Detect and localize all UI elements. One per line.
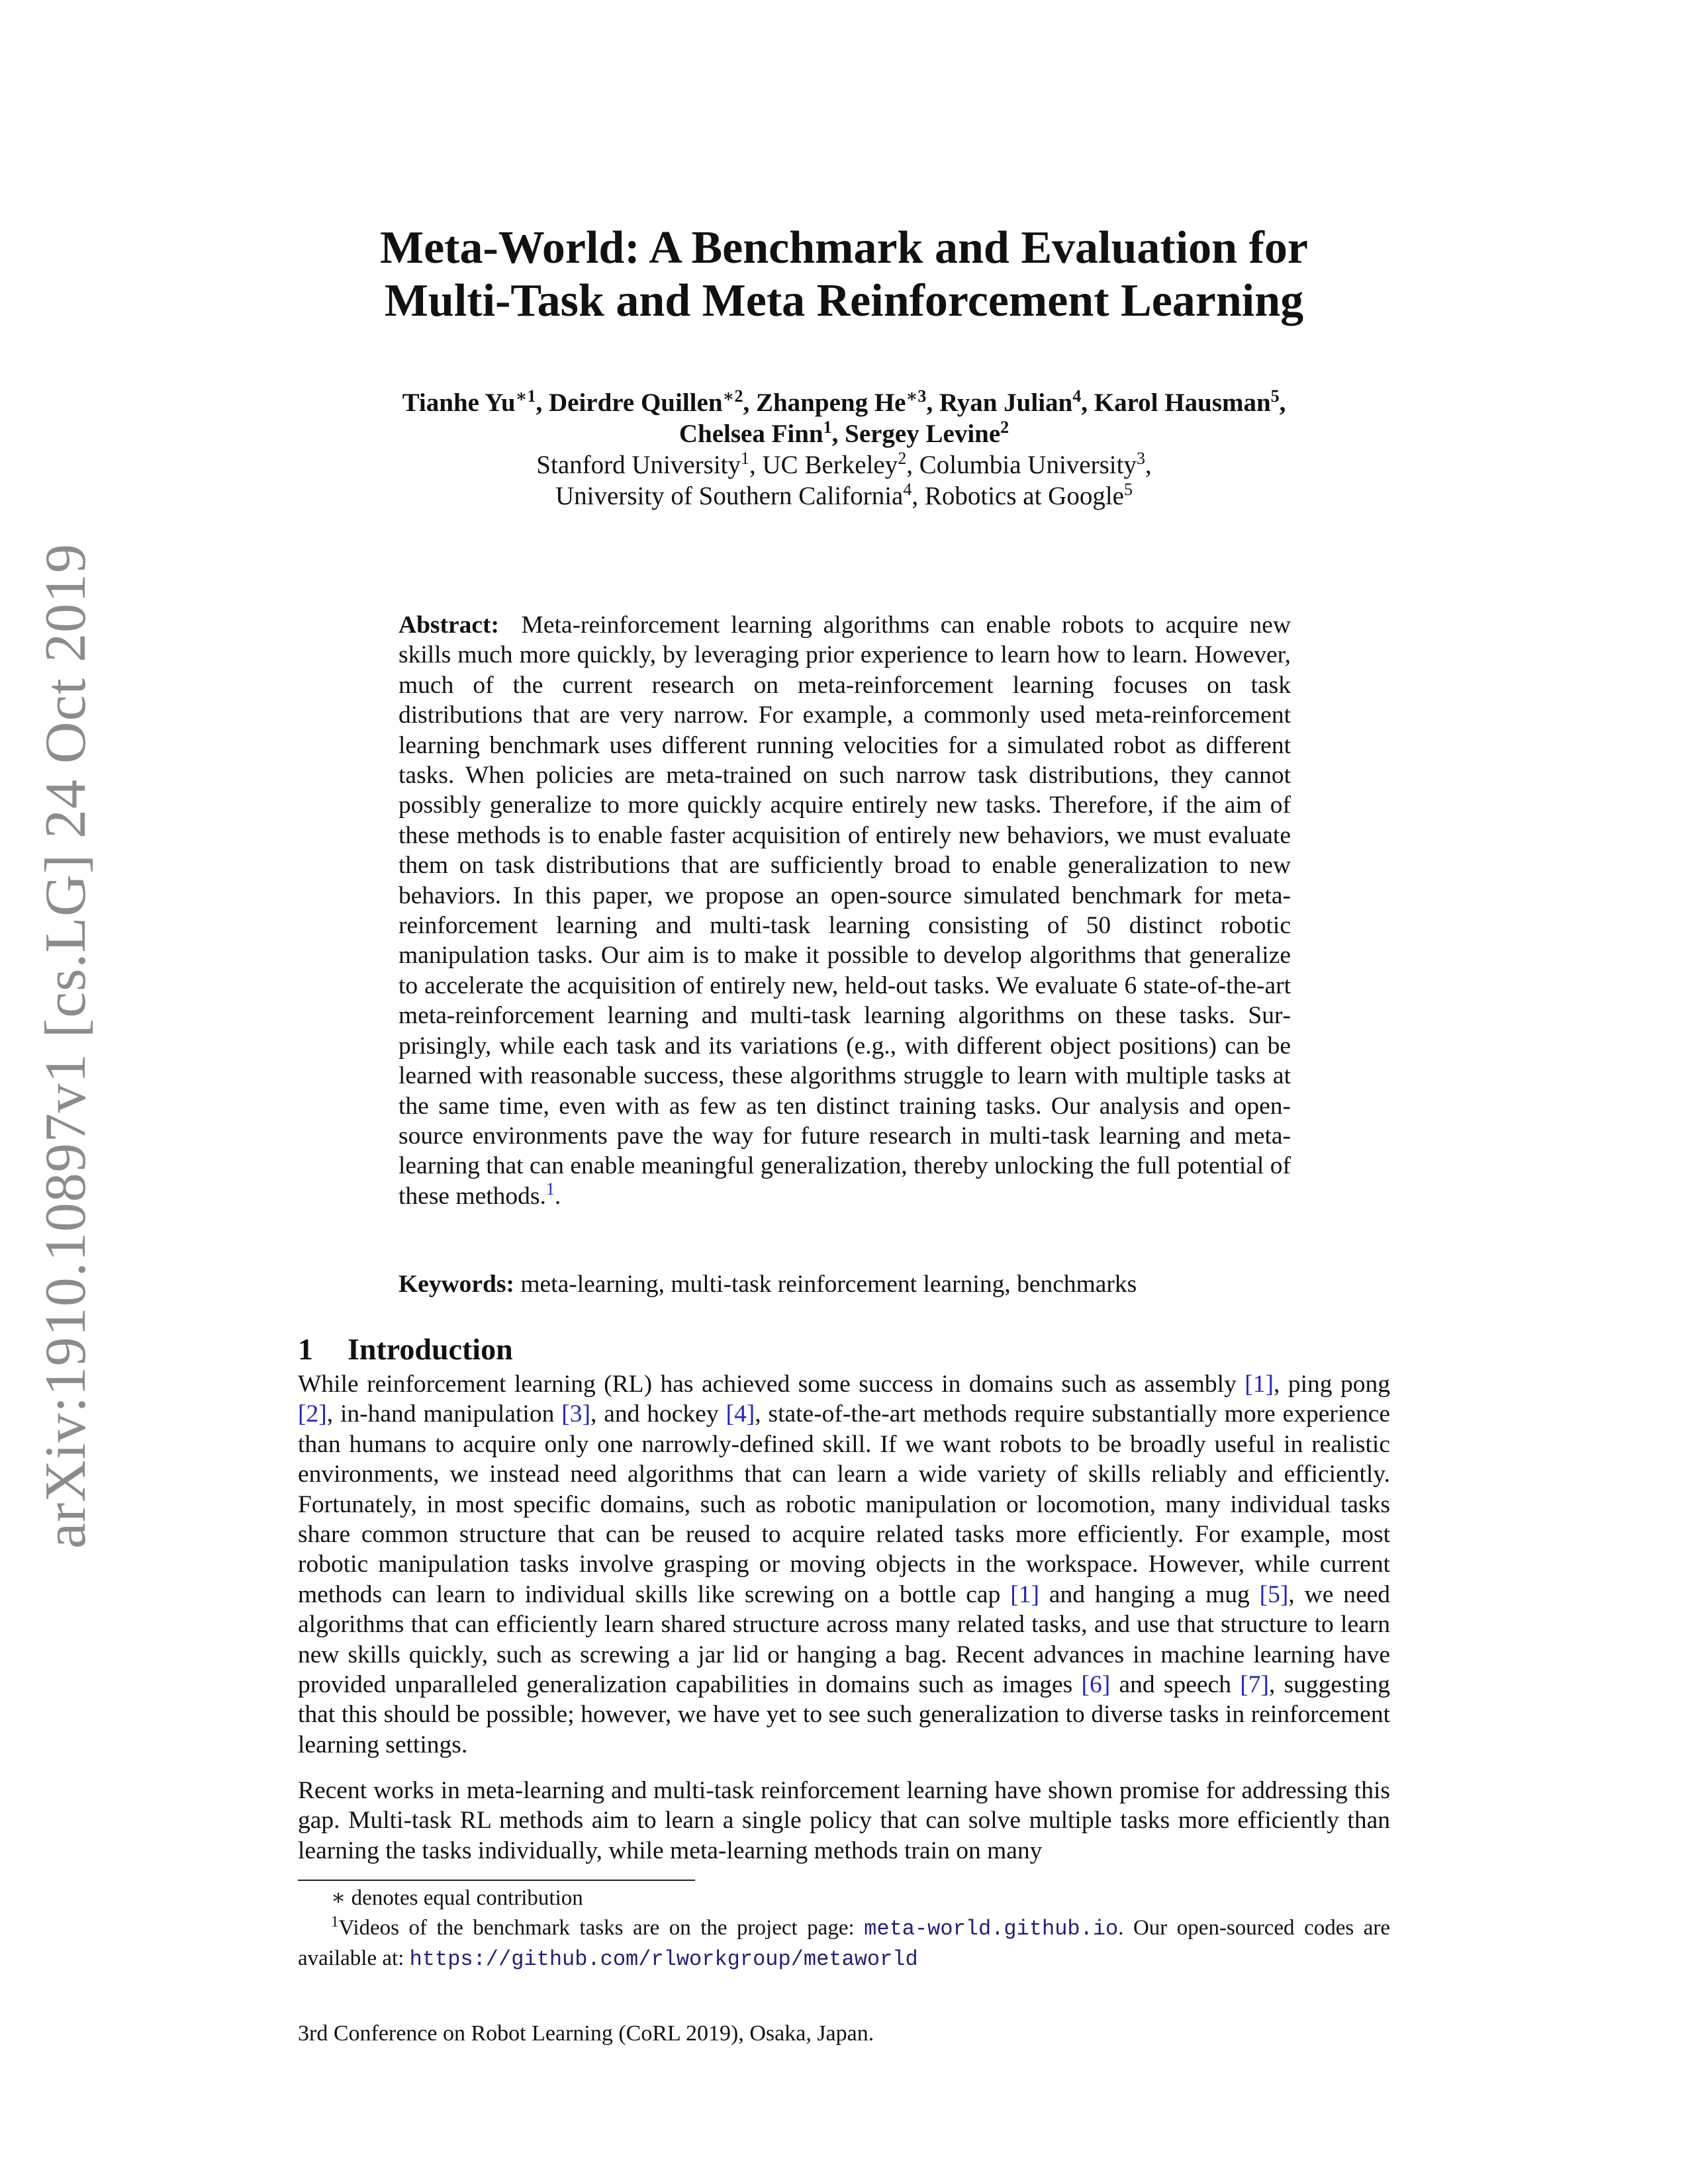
citation-link[interactable]: [2] bbox=[298, 1400, 327, 1428]
affiliation: Stanford University$^1$, bbox=[536, 449, 763, 479]
author-line-2 bbox=[298, 418, 1390, 449]
footnote-1-mark: 1 bbox=[331, 1913, 339, 1930]
section-title: Introduction bbox=[348, 1332, 513, 1366]
conference-venue: 3rd Conference on Robot Learning (CoRL 2019), Osaka, Japan. bbox=[298, 2021, 874, 2046]
footnote-1: $^1$Videos of the benchmark tasks are on the project page: meta-world.github.io. Our open-sourced codes are available at: https://github.com/rlworkgroup/metaworld bbox=[298, 1913, 1390, 1972]
title-line-1: Meta-World: A Benchmark and Evaluation for bbox=[380, 222, 1308, 273]
citation-link[interactable]: [4] bbox=[726, 1400, 755, 1428]
introduction-paragraph-2: Recent works in meta-learning and multi-task reinforcement learning have shown promise for addressing this gap. Multi-task RL methods aim to learn a single policy that can solve multiple tasks more efficiently than learning the tasks individually, while meta-learning methods train on many bbox=[298, 1777, 1390, 1864]
keywords bbox=[399, 1269, 1291, 1299]
keywords-text: meta-learning, multi-task reinforcement learning, benchmarks bbox=[520, 1271, 1137, 1298]
title-line-2: Multi-Task and Meta Reinforcement Learning bbox=[384, 275, 1304, 326]
affiliation: Columbia University$^3$, bbox=[919, 449, 1152, 479]
section-heading-introduction bbox=[298, 1332, 1390, 1367]
affiliation-line-2 bbox=[298, 480, 1390, 512]
github-repo-link[interactable]: https://github.com/rlworkgroup/metaworld bbox=[409, 1947, 918, 1972]
abstract-label: Abstract: bbox=[399, 612, 500, 639]
author: Deirdre Quillen$^{∗2}$, bbox=[549, 387, 756, 417]
affiliation: Robotics at Google$^5$ bbox=[924, 480, 1133, 510]
abstract-text: Meta-reinforcement learning algorithms can enable robots to acquire new skills much more quickly, by leveraging prior experience to learn how to learn. However, much of the current research on meta-reinforcement learning focuses on task distributions that are very narrow. For example, a commonly used meta-reinforcement learning benchmark uses different running velocities for a simulated robot as different tasks. When policies are meta-trained on such narrow task distributions, they cannot possibly generalize to more quickly acquire entirely new tasks. Therefore, if the aim of these methods is to enable faster acquisition of entirely new behaviors, we must evaluate them on task distributions that are sufficiently broad to enable generalization to new behaviors. In this paper, we propose an open-source simulated benchmark for meta-reinforcement learning and multi-task learning consisting of 50 distinct robotic manipulation tasks. Our aim is to make it possible to develop algorithms that generalize to accelerate the acquisition of entirely new, held-out tasks. We evaluate 6 state-of-the-art meta-reinforcement learning and multi-task learning algorithms on these tasks. Surprisingly, while each task and its variations (e.g., with different object positions) can be learned with reasonable success, these algorithms struggle to learn with multiple tasks at the same time, even with as few as ten distinct training tasks. Our analysis and open-source environments pave the way for future research in multi-task learning and meta-learning that can enable meaningful generalization, thereby unlocking the full potential of these methods. bbox=[399, 612, 1291, 1210]
keywords-label: Keywords: bbox=[399, 1271, 514, 1298]
author: Zhanpeng $He^{∗3}$, bbox=[755, 387, 939, 417]
author: Chelsea Finn$^1$, bbox=[679, 418, 845, 448]
project-page-link[interactable]: meta-world.github.io bbox=[864, 1917, 1119, 1941]
abstract: Abstract: Meta-reinforcement learning algorithms can enable robots to acquire new skills much more quickly, by leveraging prior experience to learn how to learn. However, much of the current research on meta-reinforcement learning focuses on task distributions that are very narrow. For example, a commonly used meta-reinforcement learning benchmark uses different running velocities for a simulated robot as different tasks. When policies are meta-trained on such narrow task distributions, they cannot possibly generalize to more quickly acquire entirely new tasks. Therefore, if the aim of these methods is to enable faster acquisition of entirely new behaviors, we must evaluate them on task distributions that are sufficiently broad to enable generalization to new behaviors. In this paper, we propose an open-source simulated benchmark for meta-reinforcement learning and multi-task learning consisting of 50 distinct robotic manipulation tasks. Our aim is to make it possible to develop algorithms that generalize to accelerate the acquisition of entirely new, held-out tasks. We evaluate 6 state-of-the-art meta-reinforcement learning and multi-task learning algorithms on these tasks. Surprisingly, while each task and its variations (e.g., with different object positions) can be learned with reasonable success, these algorithms struggle to learn with multiple tasks at the same time, even with as few as ten distinct training tasks. Our analysis and open-source environments pave the way for future research in multi-task learning and meta-learning that can enable meaningful generalization, thereby unlocking the full potential of these methods.$^1$. bbox=[399, 612, 1291, 1210]
affiliation-line-1 bbox=[298, 449, 1390, 480]
citation-link[interactable]: [5] bbox=[1259, 1580, 1289, 1608]
citation-link[interactable]: [3] bbox=[561, 1400, 590, 1428]
author: Karol Hausman$^5$, bbox=[1094, 387, 1286, 417]
affiliation: University of Southern California$^4$, bbox=[555, 480, 925, 510]
citation-link[interactable]: [7] bbox=[1240, 1671, 1269, 1699]
arxiv-identifier-stamp: arXiv:1910.10897v1 [cs.LG] 24 Oct 2019 bbox=[34, 543, 98, 1549]
affiliation-list bbox=[298, 449, 1390, 512]
author: Ryan Julian$^4$, bbox=[939, 387, 1094, 417]
footnote-marker[interactable]: 1 bbox=[545, 1179, 555, 1199]
citation-link[interactable]: [1] bbox=[1010, 1580, 1039, 1608]
author-list bbox=[298, 387, 1390, 449]
citation-link[interactable]: [6] bbox=[1081, 1671, 1111, 1699]
author-line-1 bbox=[298, 387, 1390, 418]
citation-link[interactable]: [1] bbox=[1244, 1371, 1274, 1398]
footnotes bbox=[298, 1884, 1390, 1974]
introduction-paragraph-1: While reinforcement learning (RL) has achieved some success in domains such as assembly [1], ping pong [2], in-hand manipulation [3], and hockey [4], state-of-the-art methods require substantially more experience than humans to acquire only one narrowly-defined skill. If we want robots to be broadly useful in realistic environments, we instead need algorithms that can learn a wide variety of skills reliably and efficiently. Fortunately, in most specific domains, such as robotic manipulation or locomotion, many individual tasks share common structure that can be reused to acquire related tasks more efficiently. For example, most robotic manipulation tasks involve grasping or moving objects in the workspace. However, while current methods can learn to individual skills like screwing on a bottle cap [1] and hanging a mug [5], we need algorithms that can efficiently learn shared structure across many related tasks, and use that structure to learn new skills quickly, such as screwing a jar lid or hanging a bag. Recent advances in machine learning have provided unparalleled generalization capabilities in domains such as images [6] and speech [7], suggesting that this should be possible; however, we have yet to see such generalization to diverse tasks in reinforcement learning settings. bbox=[298, 1371, 1391, 1758]
author: Sergey Levine$^2$ bbox=[845, 418, 1009, 448]
footnote-divider bbox=[298, 1880, 695, 1881]
footnote-equal-contribution: ∗ denotes equal contribution bbox=[331, 1886, 583, 1910]
affiliation: UC Berkeley$^2$, bbox=[762, 449, 919, 479]
section-number: 1 bbox=[298, 1332, 313, 1366]
author: Tianhe $Yu^{∗1}$, bbox=[402, 387, 549, 417]
paper-title bbox=[298, 222, 1390, 328]
